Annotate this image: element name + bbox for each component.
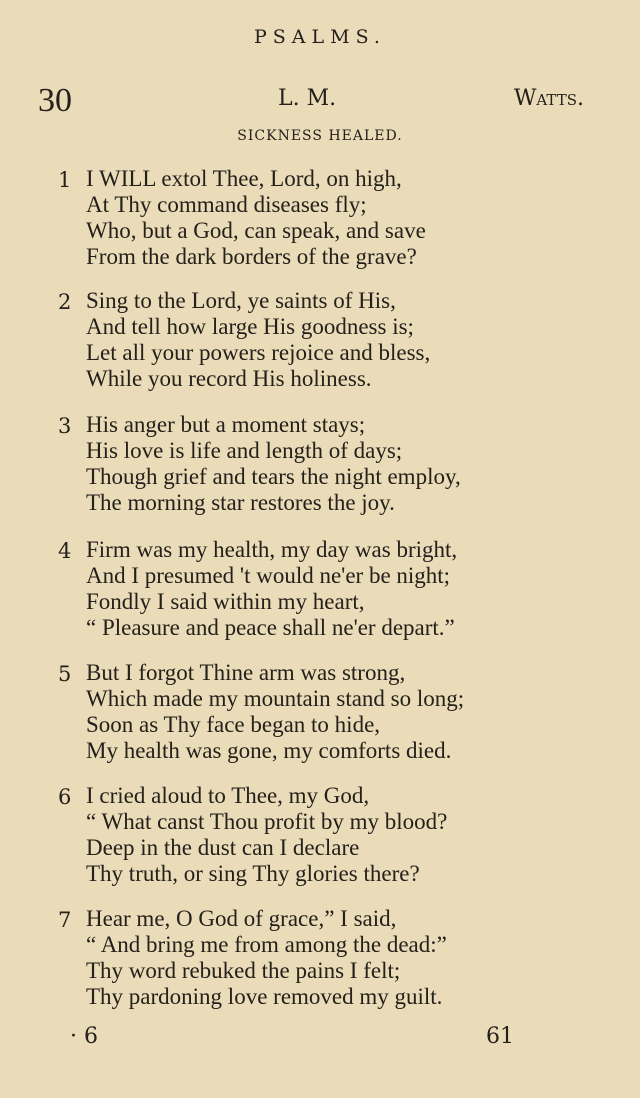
verse-line: Soon as Thy face began to hide, (86, 712, 381, 737)
verse-line: “ Pleasure and peace shall ne'er depart.” (86, 615, 455, 640)
verse-line: Let all your powers rejoice and bless, (86, 340, 431, 365)
hymn-meter: L. M. (278, 86, 337, 111)
verse-number: 6 (58, 785, 72, 809)
verse-number: 5 (58, 662, 72, 686)
verse-line: Sing to the Lord, ye saints of His, (86, 288, 396, 313)
hymn-number: 30 (38, 82, 72, 119)
verse-line: But I forgot Thine arm was strong, (86, 660, 406, 685)
verse-line: “ What canst Thou profit by my blood? (86, 809, 448, 834)
verse-line: “ And bring me from among the dead:” (86, 932, 447, 957)
verse-line: My health was gone, my comforts died. (86, 738, 452, 763)
verse-number: 1 (58, 168, 72, 192)
verse-line: Thy pardoning love removed my guilt. (86, 984, 443, 1009)
hymn-author: Watts. (513, 86, 584, 111)
verse-line: From the dark borders of the grave? (86, 244, 417, 269)
verse-line: At Thy command diseases fly; (86, 192, 367, 217)
verse-line: Hear me, O God of grace,” I said, (86, 906, 397, 931)
verse-line: His anger but a moment stays; (86, 412, 366, 437)
verse-number: 3 (58, 414, 72, 438)
verse-number: 4 (58, 539, 72, 563)
running-title: PSALMS. (254, 26, 386, 48)
verse-line: Which made my mountain stand so long; (86, 686, 465, 711)
verse-line: Thy truth, or sing Thy glories there? (86, 861, 420, 886)
verse-number: 2 (58, 290, 72, 314)
verse-number: 7 (58, 908, 72, 932)
verse-line: And tell how large His goodness is; (86, 314, 414, 339)
page-number: 61 (486, 1024, 514, 1049)
verse-line: Fondly I said within my heart, (86, 589, 365, 614)
verse-line: His love is life and length of days; (86, 438, 403, 463)
verse-line: Who, but a God, can speak, and save (86, 218, 426, 243)
verse-line: I cried aloud to Thee, my God, (86, 783, 370, 808)
verse-line: The morning star restores the joy. (86, 490, 395, 515)
hymn-subtitle: SICKNESS HEALED. (237, 128, 403, 144)
verse-line: Thy word rebuked the pains I felt; (86, 958, 401, 983)
verse-line: I WILL extol Thee, Lord, on high, (86, 166, 402, 191)
verse-line: Though grief and tears the night employ, (86, 464, 461, 489)
signature-mark: · 6 (70, 1024, 98, 1049)
verse-line: Firm was my health, my day was bright, (86, 537, 458, 562)
verse-line: While you record His holiness. (86, 366, 372, 391)
verse-line: Deep in the dust can I declare (86, 835, 360, 860)
verse-line: And I presumed 't would ne'er be night; (86, 563, 451, 588)
